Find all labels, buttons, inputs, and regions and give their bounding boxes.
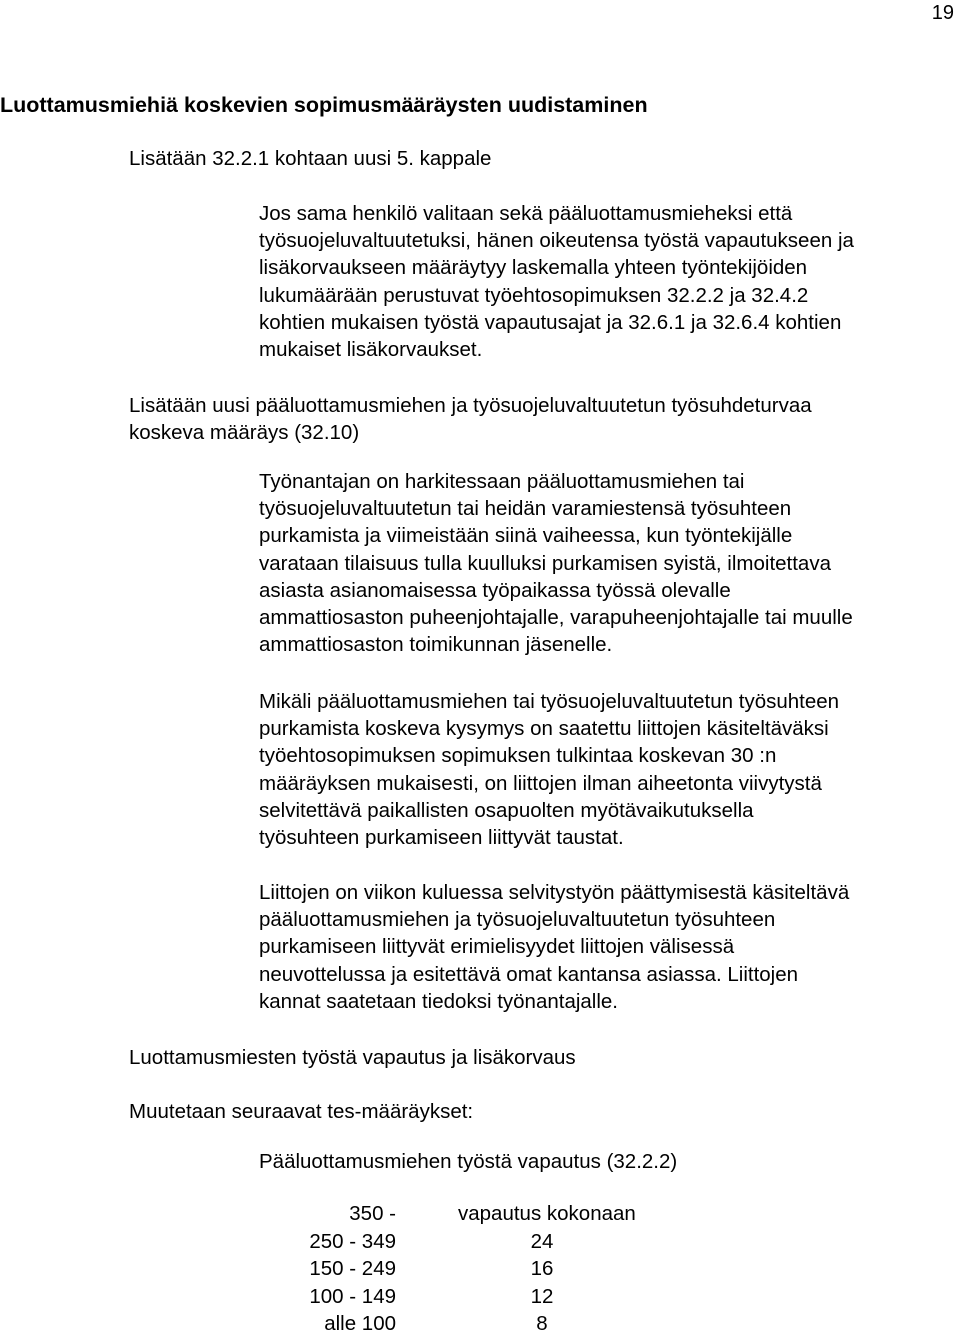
- paragraph-line: Työnantajan on harkitessaan pääluottamusmiehen tai: [259, 470, 745, 493]
- paragraph-line: työsuojeluvaltuutetun tai heidän varamiestensä työsuhteen: [259, 497, 792, 521]
- employee-range: 350 -: [349, 1202, 396, 1225]
- paragraph-line: lisäkorvaukseen määräytyy laskemalla yhteen työntekijöiden: [259, 256, 808, 280]
- exemption-value: vapautus kokonaan: [458, 1202, 636, 1225]
- section2-paragraph-2: [259, 688, 839, 851]
- paragraph-line: asiasta asianomaisessa työpaikassa työssä olevalle: [259, 578, 731, 602]
- paragraph-line: Mikäli pääluottamusmiehen tai työsuojeluvaltuutetun työsuhteen: [259, 690, 840, 713]
- section1-paragraph: [259, 200, 854, 363]
- section2-intro: [129, 392, 812, 446]
- paragraph-line: työsuojeluvaltuutetuksi, hänen oikeutensa työstä vapautukseen ja: [259, 229, 854, 253]
- section3-title-block: [129, 1044, 576, 1071]
- paragraph-line: pääluottamusmiehen ja työsuojeluvaltuutetun työsuhteen: [259, 908, 776, 932]
- section3-intro: Muutetaan seuraavat tes-määräykset:: [129, 1100, 474, 1123]
- section3-title: Luottamusmiesten työstä vapautus ja lisäkorvaus: [129, 1046, 576, 1069]
- section2-paragraph-3: [259, 879, 849, 1015]
- paragraph-line: mukaiset lisäkorvaukset.: [259, 338, 483, 362]
- paragraph-line: ammattiosaston toimikunnan jäsenelle.: [259, 633, 613, 657]
- paragraph-line: kannat saatetaan tiedoksi työnantajalle.: [259, 989, 619, 1013]
- employee-range: alle 100: [324, 1312, 396, 1335]
- section2-paragraph-1: [259, 468, 853, 658]
- employee-range: 150 - 249: [309, 1257, 396, 1280]
- exemption-value: 16: [530, 1257, 554, 1280]
- page-number: 19: [931, 2, 954, 24]
- section3-subtitle-block: [259, 1148, 677, 1175]
- paragraph-line: kohtien mukaisen työstä vapautusajat ja 32.6.1 ja 32.6.4 kohtien: [259, 310, 842, 334]
- section2-intro-line: koskeva määräys (32.10): [129, 421, 360, 445]
- paragraph-line: Jos sama henkilö valitaan sekä pääluottamusmieheksi että: [259, 202, 793, 225]
- paragraph-line: työsuhteen purkamiseen liittyvät taustat.: [259, 826, 624, 850]
- page-heading: Luottamusmiehiä koskevien sopimusmääräysten uudistaminen: [0, 93, 648, 117]
- paragraph-line: määräyksen mukaisesti, on liittojen ilman aiheetonta viivytystä: [259, 771, 822, 795]
- paragraph-line: selvitettävä paikallisten osapuolten myötävaikutuksella: [259, 798, 754, 822]
- paragraph-line: purkamista koskeva kysymys on saatettu liittojen käsiteltäväksi: [259, 717, 829, 741]
- section3-subtitle: Pääluottamusmiehen työstä vapautus (32.2.2): [259, 1150, 678, 1173]
- employee-range: 250 - 349: [309, 1229, 396, 1253]
- paragraph-line: purkamiseen liittyvät erimielisyydet liittojen välisessä: [259, 935, 735, 959]
- section1-intro: Lisätään 32.2.1 kohtaan uusi 5. kappale: [129, 147, 492, 170]
- section3-intro-block: [129, 1098, 473, 1125]
- section2-intro-line: Lisätään uusi pääluottamusmiehen ja työsuojeluvaltuutetun työsuhdeturvaa: [129, 394, 812, 417]
- paragraph-line: ammattiosaston puheenjohtajalle, varapuheenjohtajalle tai muulle: [259, 606, 853, 630]
- paragraph-line: lukumäärään perustuvat työehtosopimuksen 32.2.2 ja 32.4.2: [259, 283, 809, 307]
- paragraph-line: varataan tilaisuus tulla kuulluksi purkamisen syistä, ilmoitettava: [259, 551, 831, 575]
- employee-range: 100 - 149: [309, 1284, 396, 1308]
- exemption-value: 8: [536, 1312, 548, 1335]
- paragraph-line: purkamista ja viimeistään siinä vaiheessa, kun työntekijälle: [259, 524, 793, 548]
- paragraph-line: työehtosopimuksen sopimuksen tulkintaa koskevan 30 :n: [259, 744, 777, 768]
- paragraph-line: Liittojen on viikon kuluessa selvitystyön päättymisestä käsiteltävä: [259, 881, 850, 904]
- paragraph-line: neuvottelussa ja esitettävä omat kantansa asiassa. Liittojen: [259, 962, 799, 986]
- section1-intro-block: [129, 145, 491, 172]
- exemption-value: 12: [530, 1284, 554, 1308]
- exemption-value: 24: [530, 1229, 554, 1253]
